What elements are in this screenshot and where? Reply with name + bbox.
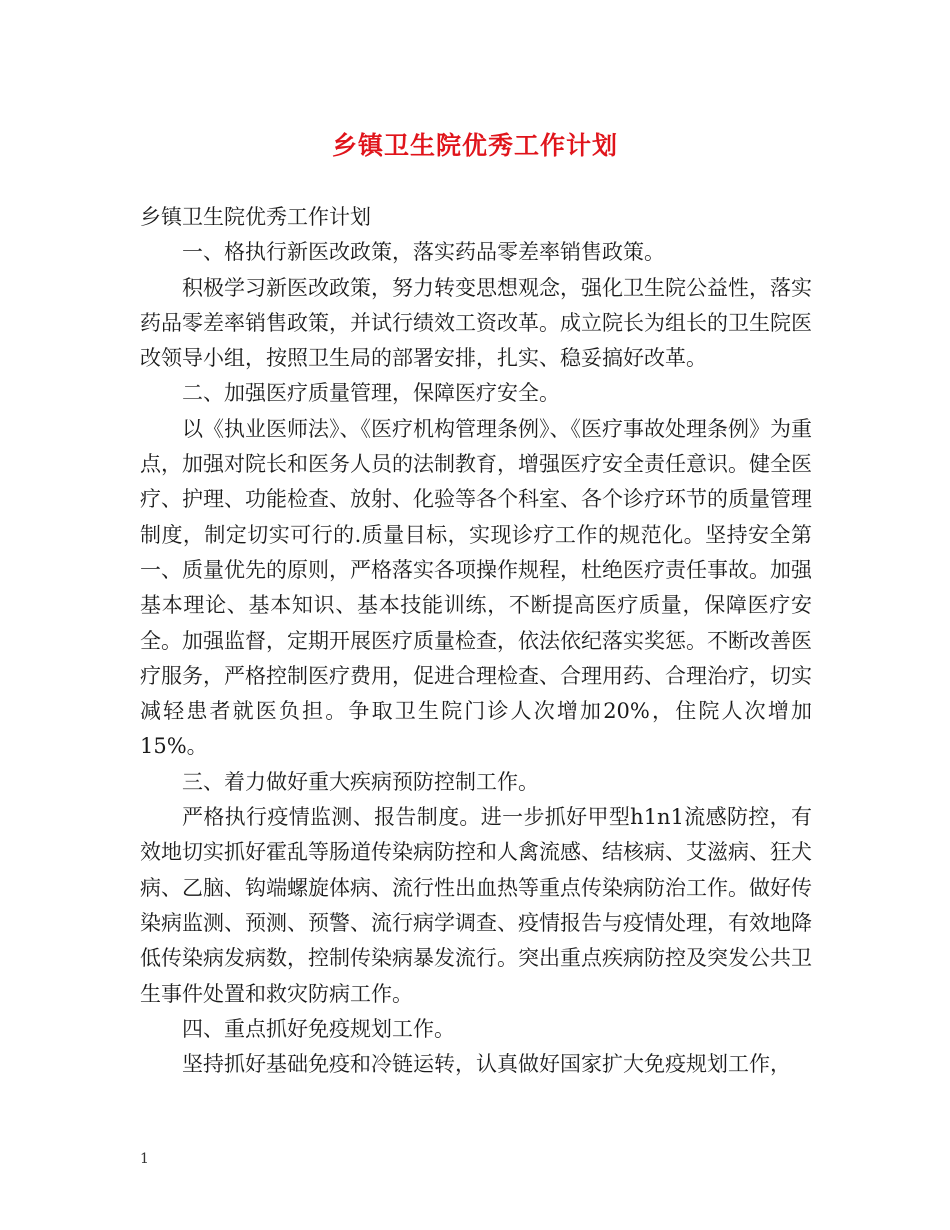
- section-heading-3: 三、着力做好重大疾病预防控制工作。: [182, 769, 539, 794]
- section-heading-1: 一、格执行新医改政策，落实药品零差率销售政策。: [182, 240, 665, 265]
- subtitle-line: 乡镇卫生院优秀工作计划: [140, 205, 371, 229]
- paragraph-3: 严格执行疫情监测、报告制度。进一步抓好甲型h1n1流感防控，有效地切实抓好霍乱等肠道传染病防控和人禽流感、结核病、艾滋病、狂犬病、乙脑、钩端螺旋体病、流行性出血热等重点传染病防治工作。做好传染病监测、预测、预警、流行病学调查、疫情报告与疫情处理，有效地降低传染病发病数，控制传染病暴发流行。突出重点疾病防控及突发公共卫生事件处置和救灾防病工作。: [140, 805, 812, 1006]
- document-body: [140, 200, 812, 1082]
- document-title: 乡镇卫生院优秀工作计划: [331, 131, 618, 160]
- paragraph-4: 坚持抓好基础免疫和冷链运转，认真做好国家扩大免疫规划工作，: [182, 1052, 791, 1077]
- paragraph-2: 以《执业医师法》、《医疗机构管理条例》、《医疗事故处理条例》为重点，加强对院长和医务人员的法制教育，增强医疗安全责任意识。健全医疗、护理、功能检查、放射、化验等各个科室、各个诊疗环节的质量管理制度，制定切实可行的.质量目标，实现诊疗工作的规范化。坚持安全第一、质量优先的原则，严格落实各项操作规程，杜绝医疗责任事故。加强基本理论、基本知识、基本技能训练，不断提高医疗质量，保障医疗安全。加强监督，定期开展医疗质量检查，依法依纪落实奖惩。不断改善医疗服务，严格控制医疗费用，促进合理检查、合理用药、合理治疗，切实减轻患者就医负担。争取卫生院门诊人次增加20%，住院人次增加15%。: [140, 416, 812, 759]
- paragraph-1: 积极学习新医改政策，努力转变思想观念，强化卫生院公益性，落实药品零差率销售政策，并试行绩效工资改革。成立院长为组长的卫生院医改领导小组，按照卫生局的部署安排，扎实、稳妥搞好改革。: [140, 275, 812, 371]
- section-heading-4: 四、重点抓好免疫规划工作。: [182, 1016, 455, 1041]
- page-number: 1: [140, 1151, 149, 1167]
- section-heading-2: 二、加强医疗质量管理，保障医疗安全。: [182, 381, 560, 406]
